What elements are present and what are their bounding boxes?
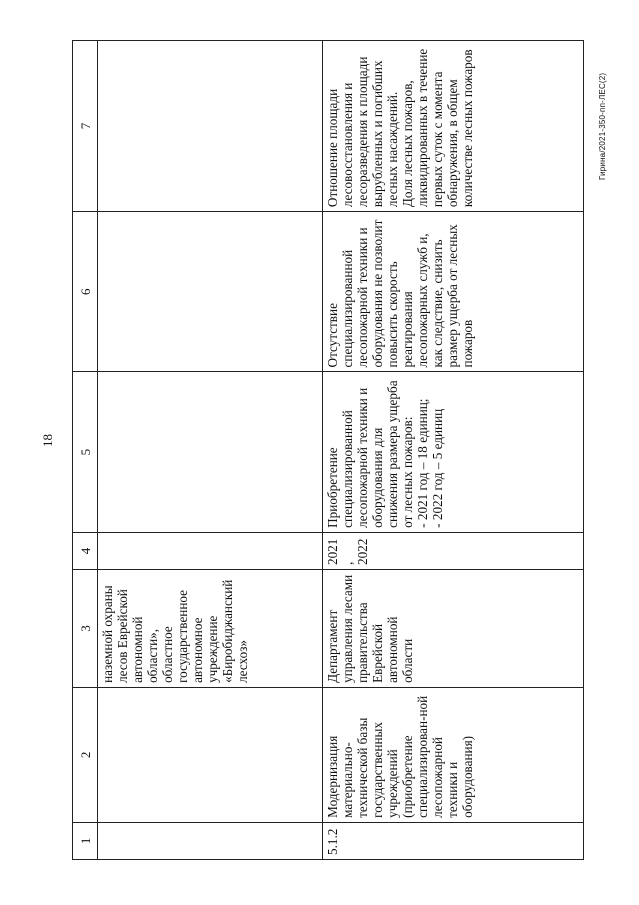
cell-empty xyxy=(98,372,323,532)
header-col-6: 6 xyxy=(73,212,98,372)
header-col-7: 7 xyxy=(73,41,98,212)
header-col-1: 1 xyxy=(73,822,98,859)
cell-years: 2021, 2022 xyxy=(323,532,584,569)
table-row-continuation xyxy=(98,41,323,860)
indicator-line: Отношение площади лесовосстановления и лесоразведения к площади вырубленных и погибших лесных насаждений. xyxy=(325,56,400,208)
cell-consequences: Отсутствие специализированной лесопожарной техники и оборудования не позволит повысить скорость реагирования лесопожарных служб и, как следствие, снизить размер ущерба от лесных пожаров xyxy=(323,212,584,372)
cell-empty xyxy=(98,41,323,212)
table-header-row xyxy=(73,41,98,860)
indicator-line: Доля лесных пожаров, ликвидированных в течение первых суток с момента обнаружения, в общем количестве лесных пожаров xyxy=(400,48,475,208)
cell-empty xyxy=(98,822,323,859)
header-col-5: 5 xyxy=(73,372,98,532)
cell-executor: Департамент управления лесами правительства Еврейской автономной области xyxy=(323,570,584,688)
result-line: - 2021 год – 18 единиц; xyxy=(415,398,430,528)
cell-expected-result xyxy=(323,372,584,532)
header-col-2: 2 xyxy=(73,687,98,822)
result-line: Приобретение специализированной лесопожарной техники и оборудования для снижения размера ущерба от лесных пожаров: xyxy=(325,380,415,528)
cell-empty xyxy=(98,212,323,372)
rotated-table-container xyxy=(72,40,577,860)
cell-empty xyxy=(98,532,323,569)
cell-activity-name: Модернизация материально-технической базы государственных учреждений (приобретение специализирован-ной лесопожарной техники и оборудования) xyxy=(323,687,584,822)
result-line: - 2022 год – 5 единиц xyxy=(430,408,445,528)
cell-item-number: 5.1.2 xyxy=(323,822,584,859)
page-number: 18 xyxy=(40,434,55,447)
cell-indicators xyxy=(323,41,584,212)
header-col-4: 4 xyxy=(73,532,98,569)
cell-empty xyxy=(98,687,323,822)
cell-executor-continuation: наземной охраны лесов Еврейской автономной области», областное государственное автономное учреждение «Биробиджанский лесхоз» xyxy=(98,570,323,688)
document-registration-note: Гирина/2021-350-пп-ЛЕС(2) xyxy=(598,72,607,180)
table-row-5-1-2 xyxy=(323,41,584,860)
header-col-3: 3 xyxy=(73,570,98,688)
program-activities-table xyxy=(72,40,584,860)
